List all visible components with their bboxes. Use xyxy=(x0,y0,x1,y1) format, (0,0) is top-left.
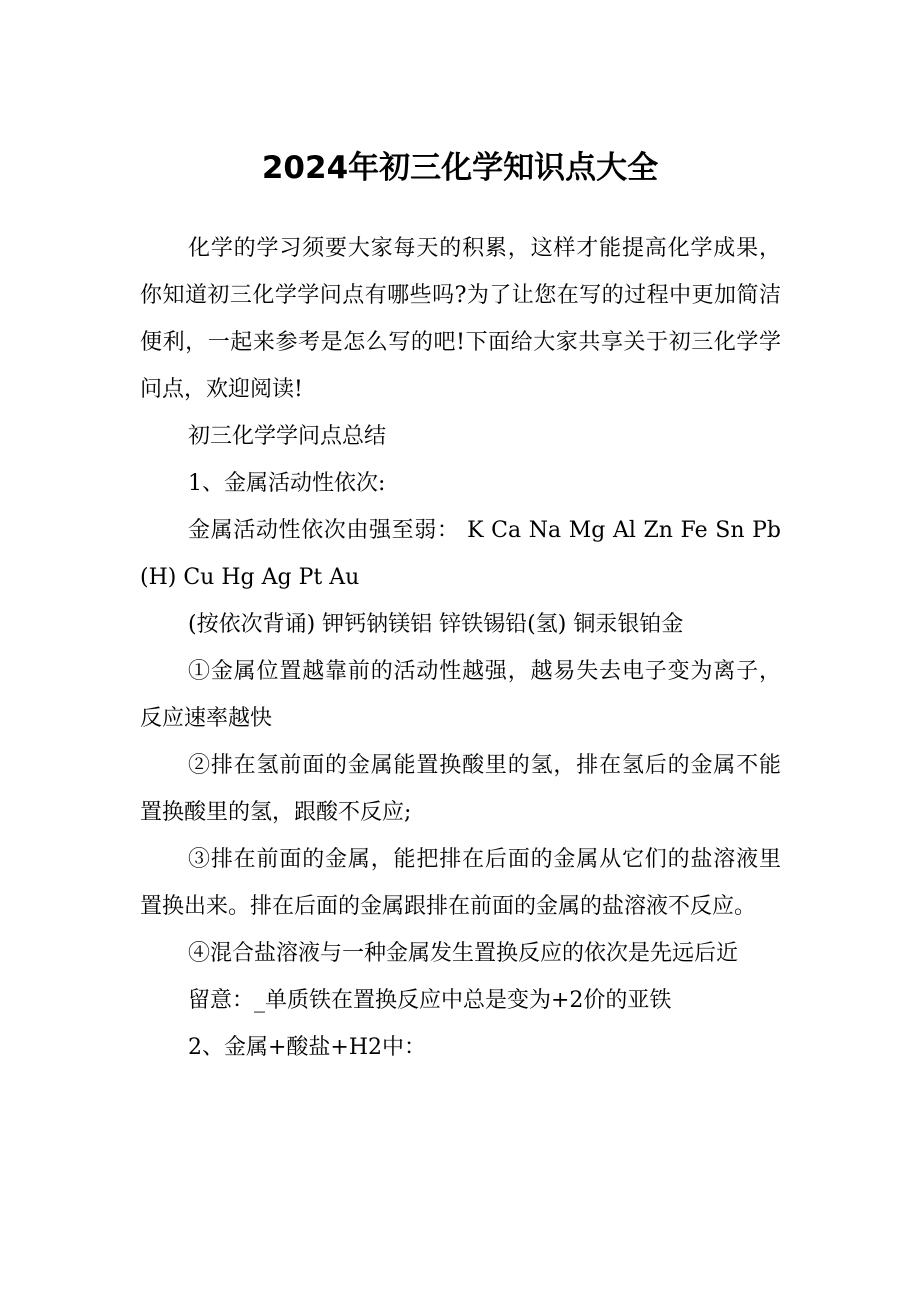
section-heading: 初三化学学问点总结 xyxy=(188,424,387,449)
document-body xyxy=(140,225,781,1071)
rule-1: ①金属位置越靠前的活动性越强，越易失去电子变为离子，反应速率越快 xyxy=(140,659,781,731)
memorization-mnemonic: (按依次背诵) 钾钙钠镁铝 锌铁锡铅(氢) 铜汞银铂金 xyxy=(188,612,684,637)
rule-3: ③排在前面的金属，能把排在后面的金属从它们的盐溶液里置换出来。排在后面的金属跟排在前面的金属的盐溶液不反应。 xyxy=(140,847,781,919)
subsection-heading-2: 2、金属+酸盐+H2中： xyxy=(188,1035,427,1060)
metal-activity-series: 金属活动性依次由强至弱： K Ca Na Mg Al Zn Fe Sn Pb (H) Cu Hg Ag Pt Au xyxy=(140,518,781,590)
rule-2: ②排在氢前面的金属能置换酸里的氢，排在氢后的金属不能置换酸里的氢，跟酸不反应; xyxy=(140,753,781,825)
subsection-heading-1: 1、金属活动性依次: xyxy=(188,471,386,496)
document-title: 2024年初三化学知识点大全 xyxy=(261,150,659,186)
note-paragraph: 留意：_单质铁在置换反应中总是变为+2价的亚铁 xyxy=(188,988,672,1013)
rule-4: ④混合盐溶液与一种金属发生置换反应的依次是先远后近 xyxy=(188,941,739,966)
intro-paragraph: 化学的学习须要大家每天的积累，这样才能提高化学成果，你知道初三化学学问点有哪些吗?为了让您在写的过程中更加简洁便利，一起来参考是怎么写的吧!下面给大家共享关于初三化学学问点，欢迎阅读! xyxy=(140,236,781,402)
